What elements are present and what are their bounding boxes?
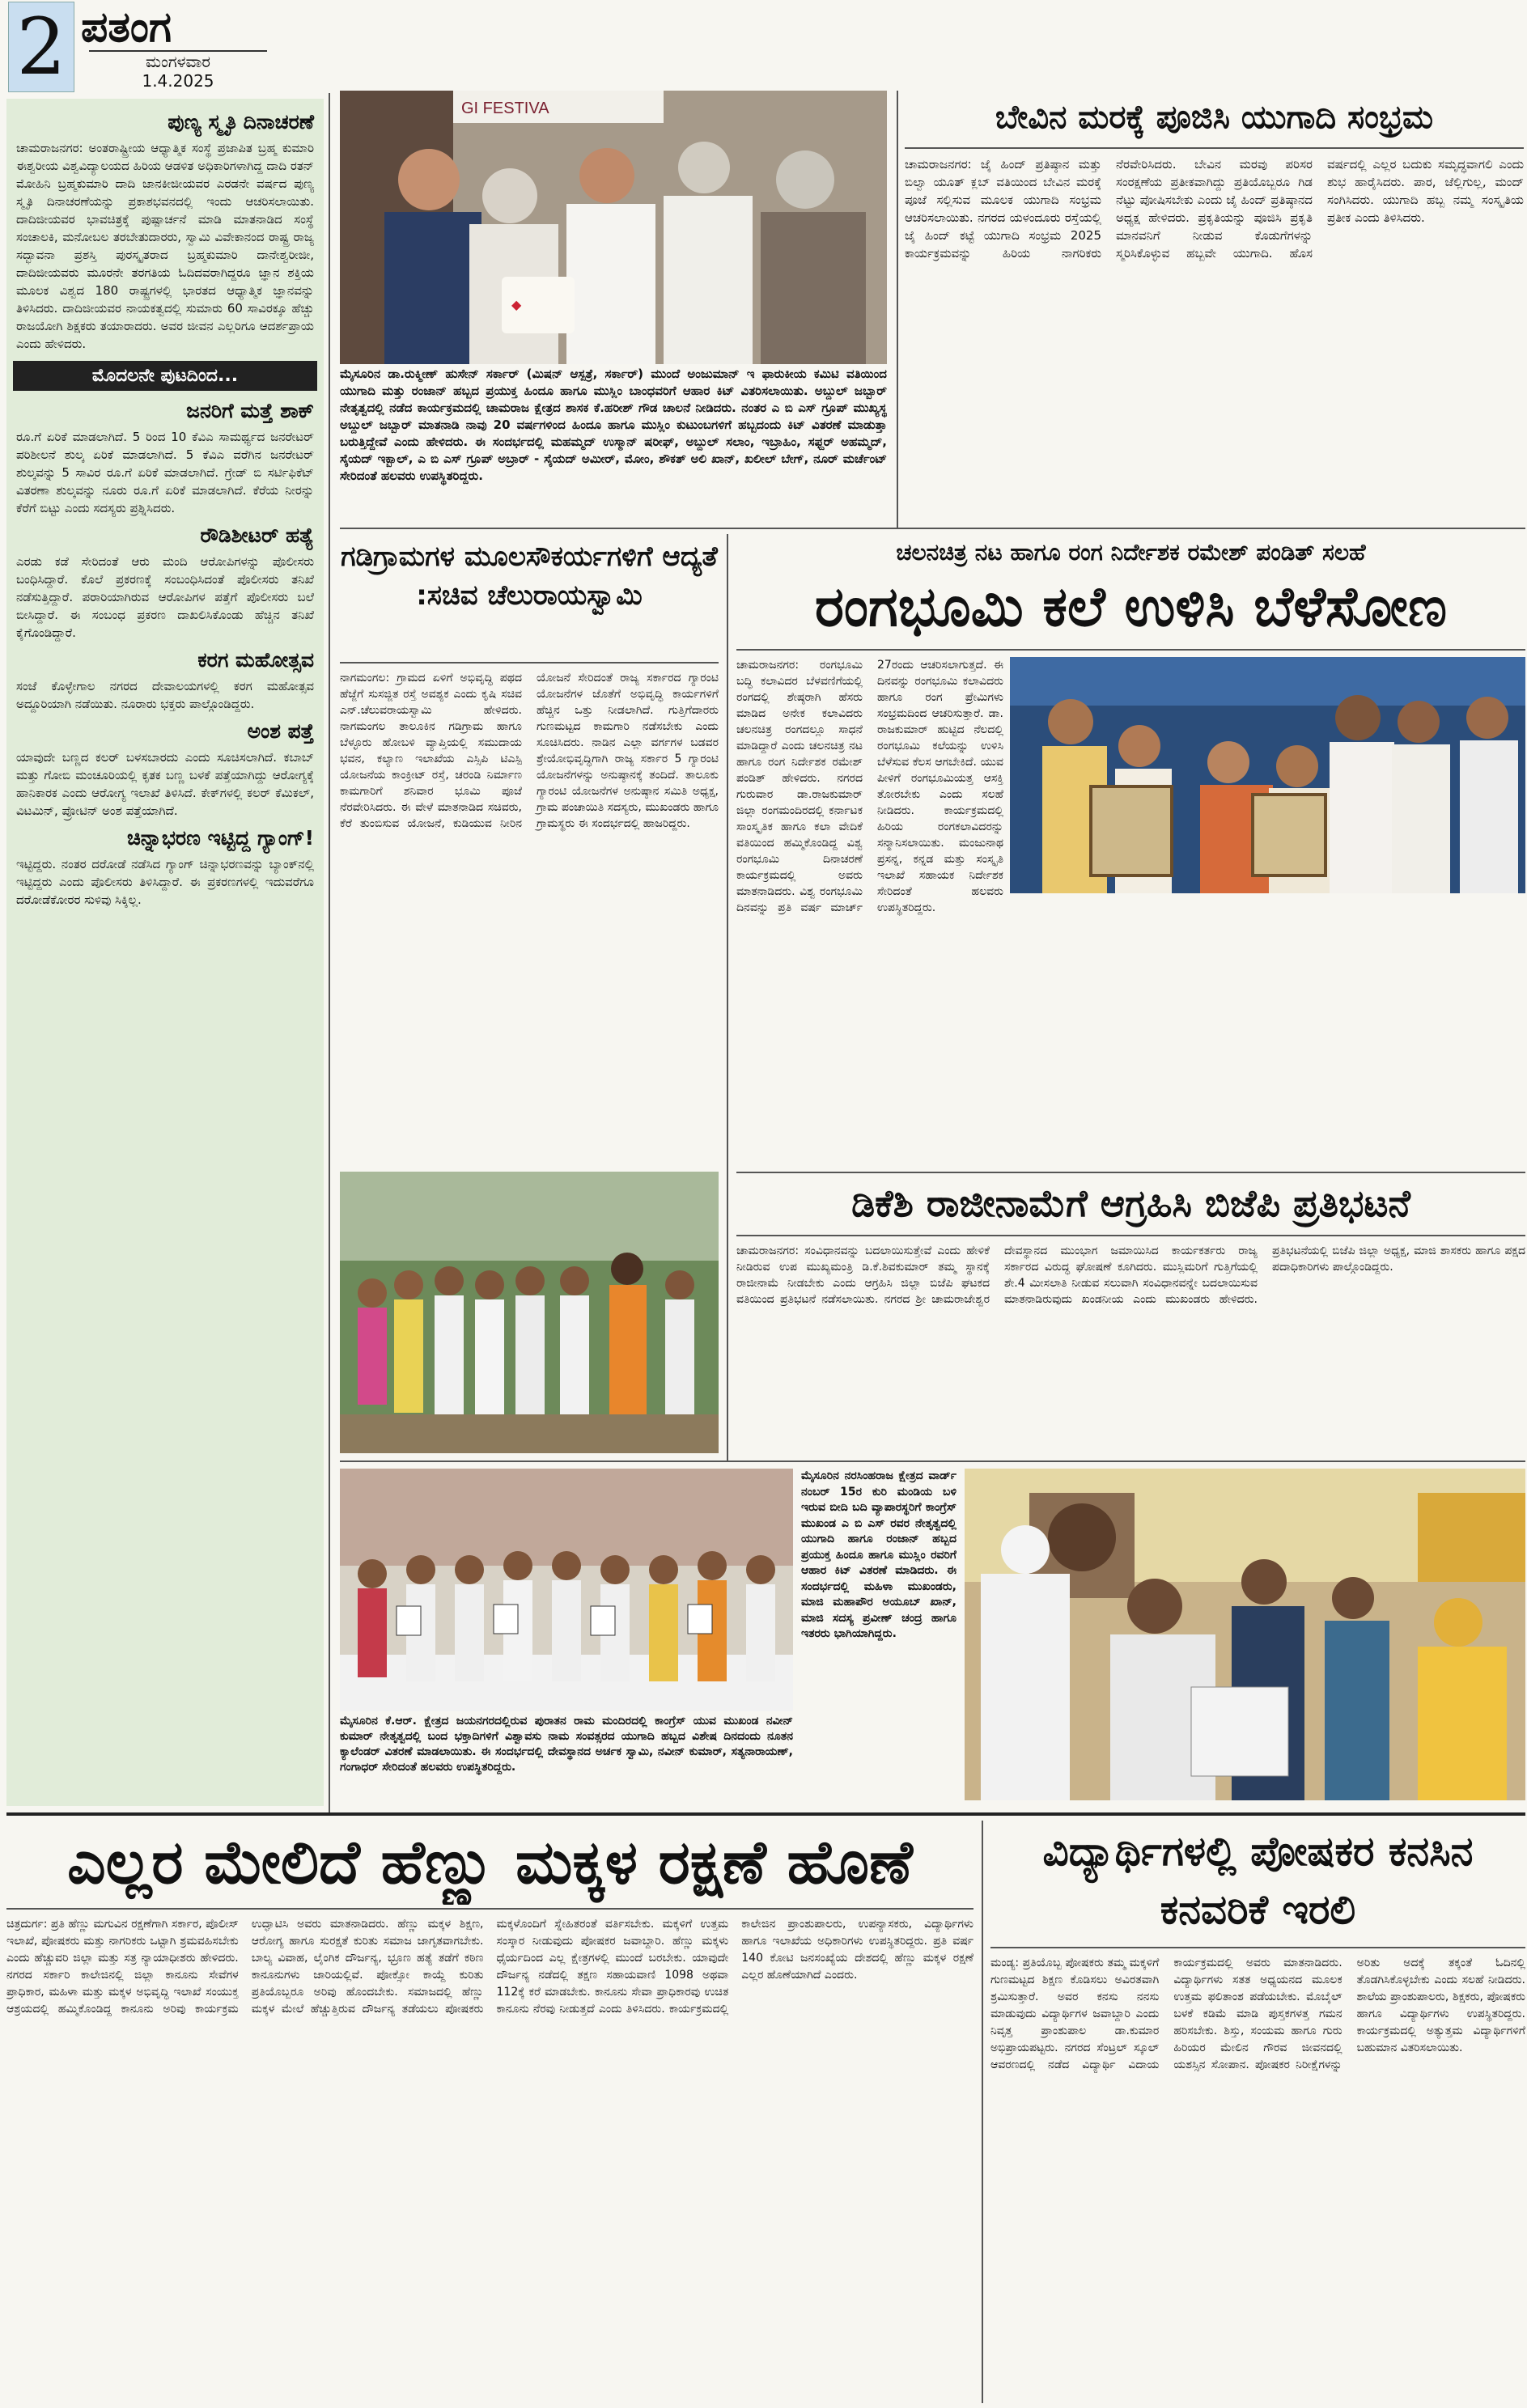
village-headline-box — [340, 537, 719, 659]
karaga-body: ಸಂಜೆ ಕೊಳ್ಳೇಗಾಲ ನಗರದ ದೇವಾಲಯಗಳಲ್ಲಿ ಕರಗ ಮಹೋತ್ಸವ ಅದ್ದೂರಿಯಾಗಿ ನಡೆಯಿತು. ನೂರಾರು ಭಕ್ತರು ಪಾಲ್ಗೊಂಡಿದ್ದರು. — [16, 679, 314, 711]
ugadi-headline-box — [905, 91, 1524, 147]
food-kit-photo-art — [965, 1469, 1525, 1800]
protest-headline: ಡಿಕೆಶಿ ರಾಜೀನಾಮೆಗೆ ಆಗ್ರಹಿಸಿ ಬಿಜೆಪಿ ಪ್ರತಿಭಟನೆ — [851, 1181, 1410, 1225]
ugadi-headline: ಬೇವಿನ ಮರಕ್ಕೆ ಪೂಜಿಸಿ ಯುಗಾದಿ ಸಂಭ್ರಮ — [995, 99, 1434, 136]
shock-headline: ಜನರಿಗೆ ಮತ್ತೆ ಶಾಕ್ — [186, 399, 314, 422]
page-number: 2 — [8, 2, 74, 92]
bhoomi-pooja-photo — [340, 1172, 719, 1453]
rowdy-headline: ರೌಡಿಶೀಟರ್ ಹತ್ಯೆ — [200, 524, 314, 547]
svg-text:◆: ◆ — [511, 299, 522, 312]
calendar-distribution-photo-art — [340, 1469, 793, 1711]
students-body: ಮಂಡ್ಯ: ಪ್ರತಿಯೊಬ್ಬ ಪೋಷಕರು ತಮ್ಮ ಮಕ್ಕಳಿಗೆ ಗುಣಮಟ್ಟದ ಶಿಕ್ಷಣ ಕೊಡಿಸಲು ಅವಿರತವಾಗಿ ಶ್ರಮಿಸುತ್ತಾರೆ. ಅವರ ಕನಸು ನನಸು ಮಾಡುವುದು ವಿದ್ಯಾರ್ಥಿಗಳ ಜವಾಬ್ದಾರಿ ಎಂದು ನಿವೃತ್ತ ಪ್ರಾಂಶುಪಾಲ ಡಾ.ಕುಮಾರ ಅಭಿಪ್ರಾಯಪಟ್ಟರು. ನಗರದ ಸೆಂಟ್ರಲ್ ಸ್ಕೂಲ್ ಆವರಣದಲ್ಲಿ ನಡೆದ ವಿದ್ಯಾರ್ಥಿ ವಿದಾಯ ಕಾರ್ಯಕ್ರಮದಲ್ಲಿ ಅವರು ಮಾತನಾಡಿದರು. ವಿದ್ಯಾರ್ಥಿಗಳು ಸತತ ಅಧ್ಯಯನದ ಮೂಲಕ ಉತ್ತಮ ಫಲಿತಾಂಶ ಪಡೆಯಬೇಕು. ಮೊಬೈಲ್ ಬಳಕೆ ಕಡಿಮೆ ಮಾಡಿ ಪುಸ್ತಕಗಳತ್ತ ಗಮನ ಹರಿಸಬೇಕು. ಶಿಸ್ತು, ಸಂಯಮ ಹಾಗೂ ಗುರು ಹಿರಿಯರ ಮೇಲಿನ ಗೌರವ ಜೀವನದಲ್ಲಿ ಯಶಸ್ಸಿನ ಸೋಪಾನ. ಪೋಷಕರ ನಿರೀಕ್ಷೆಗಳನ್ನು ಅರಿತು ಅದಕ್ಕೆ ತಕ್ಕಂತೆ ಓದಿನಲ್ಲಿ ತೊಡಗಿಸಿಕೊಳ್ಳಬೇಕು ಎಂದು ಸಲಹೆ ನೀಡಿದರು. ಶಾಲೆಯ ಪ್ರಾಂಶುಪಾಲರು, ಶಿಕ್ಷಕರು, ಪೋಷಕರು ಹಾಗೂ ವಿದ್ಯಾರ್ಥಿಗಳು ಉಪಸ್ಥಿತರಿದ್ದರು. ಕಾರ್ಯಕ್ರಮದಲ್ಲಿ ಅತ್ಯುತ್ತಮ ವಿದ್ಯಾರ್ಥಿಗಳಿಗೆ ಬಹುಮಾನ ವಿತರಿಸಲಾಯಿತು. — [990, 1956, 1525, 2071]
students-headline: ವಿದ್ಯಾರ್ಥಿಗಳಲ್ಲಿ ಪೋಷಕರ ಕನಸಿನ ಕನವರಿಕೆ ಇರಲಿ — [1042, 1828, 1474, 1933]
girls-safety-headline: ಎಲ್ಲರ ಮೇಲಿದೆ ಹೆಣ್ಣು ಮಕ್ಕಳ ರಕ್ಷಣೆ ಹೊಣೆ — [67, 1828, 913, 1897]
food-kit-photo — [965, 1469, 1525, 1800]
calendar-distribution-photo — [340, 1469, 793, 1711]
punya-smriti-headline: ಪುಣ್ಯ ಸ್ಮೃತಿ ದಿನಾಚರಣೆ — [168, 110, 314, 134]
masthead — [0, 0, 340, 95]
protest-headline-box — [736, 1175, 1525, 1233]
photo-banner-text: GI FESTIVA — [461, 100, 549, 117]
newspaper-name: ಪತಂಗ — [81, 3, 172, 52]
issue-day: ಮಂಗಳವಾರ — [89, 50, 267, 73]
ugadi-kit-photo-caption: ಮೈಸೂರಿನ ಡಾ.ರುಕ್ಮೀಣ್ ಹುಸೇನ್ ಸರ್ಕಾರ್ (ಮಿಷನ್ ಆಸ್ಪತ್ರೆ, ಸರ್ಕಾರ್) ಮುಂದೆ ಅಂಜುಮಾನ್ ಇ ಫಾರುಕೀಯ ಕಮಿಟಿ ವತಿಯಿಂದ ಯುಗಾದಿ ಮತ್ತು ರಂಜಾನ್ ಹಬ್ಬದ ಪ್ರಯುಕ್ತ ಹಿಂದೂ ಹಾಗೂ ಮುಸ್ಲಿಂ ಬಾಂಧವರಿಗೆ ಆಹಾರ ಕಿಟ್ ವಿತರಿಸಲಾಯಿತು. ಅಬ್ದುಲ್ ಜಬ್ಬಾರ್ ನೇತೃತ್ವದಲ್ಲಿ ನಡೆದ ಕಾರ್ಯಕ್ರಮದಲ್ಲಿ ಚಾಮರಾಜ ಕ್ಷೇತ್ರದ ಶಾಸಕ ಕೆ.ಹರೀಶ್ ಗೌಡ ಚಾಲನೆ ನೀಡಿದರು. ನಂತರ ಎ ಬಿ ಎಸ್ ಗ್ರೂಪ್ ಮುಖ್ಯಸ್ಥ ಅಬ್ದುಲ್ ಜಬ್ಬಾರ್ ಮಾತನಾಡಿ ನಾವು 20 ವರ್ಷಗಳಿಂದ ಹಿಂದೂ ಹಾಗೂ ಮುಸ್ಲಿಂ ಕುಟುಂಬಗಳಿಗೆ ಹಬ್ಬದಂದು ಕಿಟ್ ವಿತರಣೆ ಮಾಡುತ್ತಾ ಬರುತ್ತಿದ್ದೇವೆ ಎಂದು ಹೇಳಿದರು. ಈ ಸಂದರ್ಭದಲ್ಲಿ ಮಹಮ್ಮದ್ ಉಸ್ಮಾನ್ ಷರೀಫ್, ಅಬ್ದುಲ್ ಸಲಾಂ, ಇಬ್ರಾಹಿಂ, ಸಫ್ದರ್ ಅಹಮ್ಮದ್, ಸೈಯದ್ ಇಕ್ಬಾಲ್, ಎ ಬಿ ಎಸ್ ಗ್ರೂಪ್ ಅಬ್ರಾರ್ - ಸೈಯದ್ ಅಮೀರ್, ಮೋಂ, ಶೌಕತ್ ಅಲಿ ಖಾನ್, ಖಲೀಲ್ ಬೇಗ್, ನೂರ್ ಮರ್ಚೆಂಟ್ ಸೇರಿದಂತೆ ಹಲವರು ಉಪಸ್ಥಿತರಿದ್ದರು. — [340, 367, 887, 483]
protest-body: ಚಾಮರಾಜನಗರ: ಸಂವಿಧಾನವನ್ನು ಬದಲಾಯಿಸುತ್ತೇವೆ ಎಂದು ಹೇಳಿಕೆ ನೀಡಿರುವ ಉಪ ಮುಖ್ಯಮಂತ್ರಿ ಡಿ.ಕೆ.ಶಿವಕುಮಾರ್ ತಮ್ಮ ಸ್ಥಾನಕ್ಕೆ ರಾಜೀನಾಮೆ ನೀಡಬೇಕು ಎಂದು ಆಗ್ರಹಿಸಿ ಜಿಲ್ಲಾ ಬಿಜೆಪಿ ಘಟಕದ ವತಿಯಿಂದ ಪ್ರತಿಭಟನೆ ನಡೆಸಲಾಯಿತು. ನಗರದ ಶ್ರೀ ಚಾಮರಾಜೇಶ್ವರ ದೇವಸ್ಥಾನದ ಮುಂಭಾಗ ಜಮಾಯಿಸಿದ ಕಾರ್ಯಕರ್ತರು ರಾಜ್ಯ ಸರ್ಕಾರದ ವಿರುದ್ಧ ಘೋಷಣೆ ಕೂಗಿದರು. ಮುಸ್ಲಿಮರಿಗೆ ಗುತ್ತಿಗೆಯಲ್ಲಿ ಶೇ.4 ಮೀಸಲಾತಿ ನೀಡುವ ಸಲುವಾಗಿ ಸಂವಿಧಾನವನ್ನೇ ಬದಲಾಯಿಸುವ ಮಾತನಾಡಿರುವುದು ಖಂಡನೀಯ ಎಂದು ಮುಖಂಡರು ಹೇಳಿದರು. ಪ್ರತಿಭಟನೆಯಲ್ಲಿ ಬಿಜೆಪಿ ಜಿಲ್ಲಾ ಅಧ್ಯಕ್ಷ, ಮಾಜಿ ಶಾಸಕರು ಹಾಗೂ ಪಕ್ಷದ ಪದಾಧಿಕಾರಿಗಳು ಪಾಲ್ಗೊಂಡಿದ್ದರು. — [736, 1244, 1525, 1306]
rangabhoomi-body: ಚಾಮರಾಜನಗರ: ರಂಗಭೂಮಿ ಬದ್ಧಿ ಕಲಾವಿದರ ಬೆಳವಣಿಗೆಯಲ್ಲಿ ರಂಗದಲ್ಲಿ ಶೇಷ್ಠರಾಗಿ ಹೆಸರು ಮಾಡಿದ ಅನೇಕ ಕಲಾವಿದರು ಚಲನಚಿತ್ರ ರಂಗದಲ್ಲೂ ಸಾಧನೆ ಮಾಡಿದ್ದಾರೆ ಎಂದು ಚಲನಚಿತ್ರ ನಟ ಹಾಗೂ ರಂಗ ನಿರ್ದೇಶಕ ರಮೇಶ್ ಪಂಡಿತ್ ಹೇಳಿದರು. ನಗರದ ಗುರುವಾರ ಡಾ.ರಾಜಕುಮಾರ್ ಜಿಲ್ಲಾ ರಂಗಮಂದಿರದಲ್ಲಿ ಕರ್ನಾಟಕ ಸಾಂಸ್ಕೃತಿಕ ಹಾಗೂ ಕಲಾ ವೇದಿಕೆ ವತಿಯಿಂದ ಹಮ್ಮಿಕೊಂಡಿದ್ದ ವಿಶ್ವ ರಂಗಭೂಮಿ ದಿನಾಚರಣೆ ಕಾರ್ಯಕ್ರಮದಲ್ಲಿ ಅವರು ಮಾತನಾಡಿದರು. ವಿಶ್ವ ರಂಗಭೂಮಿ ದಿನವನ್ನು ಪ್ರತಿ ವರ್ಷ ಮಾರ್ಚ್ 27ರಂದು ಆಚರಿಸಲಾಗುತ್ತದೆ. ಈ ದಿನವನ್ನು ರಂಗಭೂಮಿ ಕಲಾವಿದರು ಹಾಗೂ ರಂಗ ಪ್ರೇಮಿಗಳು ಸಂಭ್ರಮದಿಂದ ಆಚರಿಸುತ್ತಾರೆ. ಡಾ. ರಾಜಕುಮಾರ್ ಹುಟ್ಟಿದ ನೆಲದಲ್ಲಿ ರಂಗಭೂಮಿ ಕಲೆಯನ್ನು ಉಳಿಸಿ ಬೆಳೆಸುವ ಕೆಲಸ ಆಗಬೇಕಿದೆ. ಯುವ ಪೀಳಿಗೆ ರಂಗಭೂಮಿಯತ್ತ ಆಸಕ್ತಿ ತೋರಬೇಕು ಎಂದು ಸಲಹೆ ನೀಡಿದರು. ಕಾರ್ಯಕ್ರಮದಲ್ಲಿ ಹಿರಿಯ ರಂಗಕಲಾವಿದರನ್ನು ಸನ್ಮಾನಿಸಲಾಯಿತು. ಮಂಜುನಾಥ ಪ್ರಸನ್ನ, ಕನ್ನಡ ಮತ್ತು ಸಂಸ್ಕೃತಿ ಇಲಾಖೆ ಸಹಾಯಕ ನಿರ್ದೇಶಕ ಸೇರಿದಂತೆ ಹಲವರು ಉಪಸ್ಥಿತರಿದ್ದರು. — [736, 659, 1003, 914]
ugadi-kit-photo-art — [340, 91, 887, 364]
food-kit-side-caption: ಮೈಸೂರಿನ ನರಸಿಂಹರಾಜ ಕ್ಷೇತ್ರದ ವಾರ್ಡ್ ನಂಬರ್ 15ರ ಕುರಿ ಮಂಡಿಯ ಬಳಿ ಇರುವ ಬೀದಿ ಬದಿ ವ್ಯಾಪಾರಸ್ಥರಿಗೆ ಕಾಂಗ್ರೆಸ್ ಮುಖಂಡ ಎ ಬಿ ಎಸ್ ರವರ ನೇತೃತ್ವದಲ್ಲಿ ಯುಗಾದಿ ಹಾಗೂ ರಂಜಾನ್ ಹಬ್ಬದ ಪ್ರಯುಕ್ತ ಹಿಂದೂ ಹಾಗೂ ಮುಸ್ಲಿಂ ರವರಿಗೆ ಆಹಾರ ಕಿಟ್ ವಿತರಣೆ ಮಾಡಿದರು. ಈ ಸಂದರ್ಭದಲ್ಲಿ ಮಹಿಳಾ ಮುಖಂಡರು, ಮಾಜಿ ಮಹಾಪೌರ ಅಯೂಬ್ ಖಾನ್, ಮಾಜಿ ಸದಸ್ಯ ಪ್ರವೀಣ್ ಚಂದ್ರ ಹಾಗೂ ಇತರರು ಭಾಗಿಯಾಗಿದ್ದರು. — [801, 1469, 956, 1640]
karaga-headline: ಕರಗ ಮಹೋತ್ಸವ — [197, 648, 314, 672]
bhoomi-pooja-photo-art — [340, 1172, 719, 1453]
rangabhoomi-photo — [1010, 657, 1525, 893]
ugadi-kit-photo — [340, 91, 887, 364]
shock-body: ರೂ.ಗೆ ಏರಿಕೆ ಮಾಡಲಾಗಿದೆ. 5 ರಿಂದ 10 ಕೆವಿಎ ಸಾಮರ್ಥ್ಯದ ಜನರೇಟರ್ ಪರಿಶೀಲನೆ ಶುಲ್ಕ ಏರಿಕೆ ಮಾಡಲಾಗಿದೆ. 5 ಕೆವಿಎ ವರೆಗಿನ ಜನರೇಟರ್ ಶುಲ್ಕವನ್ನು 5 ಸಾವಿರ ರೂ.ಗೆ ಏರಿಕೆ ಮಾಡಲಾಗಿದೆ. ಗ್ರೇಡ್ ಬಿ ಸರ್ಟಿಫಿಕೆಟ್ ವಿತರಣಾ ಶುಲ್ಕವನ್ನು ನೂರು ರೂ.ಗೆ ಏರಿಕೆ ಮಾಡಲಾಗಿದೆ. ಕೆರೆಯ ನೀರನ್ನು ಕೆರೆಗೆ ಬಿಟ್ಟು ಎಂದು ಸದಸ್ಯರು ಪ್ರಶ್ನಿಸಿದರು. — [16, 430, 314, 515]
punya-smriti-body: ಚಾಮರಾಜನಗರ: ಅಂತರಾಷ್ಟ್ರೀಯ ಆಧ್ಯಾತ್ಮಿಕ ಸಂಸ್ಥೆ ಪ್ರಜಾಪಿತ ಬ್ರಹ್ಮ ಕುಮಾರಿ ಈಶ್ವರೀಯ ವಿಶ್ವವಿದ್ಯಾಲಯದ ಹಿರಿಯ ಆಡಳಿತ ಅಧಿಕಾರಿಗಳಾಗಿದ್ದ ದಾದಿ ರತನ್ ಮೋಹಿನಿ ಬ್ರಹ್ಮಕುಮಾರಿ ದಾದಿ ಜಾನಕೀಜೀಯವರ ಎರಡನೇ ವರ್ಷದ ಪುಣ್ಯ ಸ್ಮೃತಿ ದಿನಾಚರಣೆಯನ್ನು ಪ್ರಕಾಶಭವನದಲ್ಲಿ ಇಂದು ಆಚರಿಸಲಾಯಿತು. ದಾದಿಜೀಯವರ ಭಾವಚಿತ್ರಕ್ಕೆ ಪುಷ್ಪಾರ್ಚನೆ ಮಾಡಿ ಮಾತನಾಡಿದ ಸಂಸ್ಥೆ ಸಂಚಾಲಕಿ, ಮನೋಬಲ ತರಬೇತುದಾರರು, ಸ್ವಾಮಿ ವಿವೇಕಾನಂದ ರಾಷ್ಟ್ರ ರಾಜ್ಯ ಸದ್ಭಾವನಾ ಪ್ರಶಸ್ತಿ ಪುರಸ್ಕೃತರಾದ ಬ್ರಹ್ಮಕುಮಾರಿ ದಾನೇಶ್ವರೀಜೀ, ದಾದಿಜೀಯವರು ಮೂರನೇ ತರಗತಿಯ ಓದಿದವರಾಗಿದ್ದರೂ ಜ್ಞಾನ ಶಕ್ತಿಯ ಮೂಲಕ ವಿಶ್ವದ 180 ರಾಷ್ಟ್ರಗಳಲ್ಲಿ ಭಾರತದ ಆಧ್ಯಾತ್ಮಿಕ ಜ್ಞಾನವನ್ನು ತಿಳಿಸಿದರು. ದಾದಿಜೀಯವರ ನಾಯಕತ್ವದಲ್ಲಿ ಸುಮಾರು 60 ಸಾವಿರಕ್ಕೂ ಹೆಚ್ಚು ರಾಜಯೋಗಿ ಶಿಕ್ಷಕರು ತಯಾರಾದರು. ಅವರ ಜೀವನ ಎಲ್ಲರಿಗೂ ಆದರ್ಶಪ್ರಾಯ ಎಂದು ಹೇಳಿದರು. — [16, 141, 314, 351]
ugadi-body: ಚಾಮರಾಜನಗರ: ಜೈ ಹಿಂದ್ ಪ್ರತಿಷ್ಠಾನ ಮತ್ತು ಬಿಲ್ವಾ ಯೂತ್ ಕ್ಲಬ್ ವತಿಯಿಂದ ಬೇವಿನ ಮರಕ್ಕೆ ಪೂಜೆ ಸಲ್ಲಿಸುವ ಮೂಲಕ ಯುಗಾದಿ ಸಂಭ್ರಮ ಆಚರಿಸಲಾಯಿತು. ನಗರದ ಯಳಂದೂರು ರಸ್ತೆಯಲ್ಲಿ ಜೈ ಹಿಂದ್ ಕಟ್ಟೆ ಯುಗಾದಿ ಸಂಭ್ರಮ 2025 ಕಾರ್ಯಕ್ರಮವನ್ನು ಹಿರಿಯ ನಾಗರಿಕರು ನೆರವೇರಿಸಿದರು. ಬೇವಿನ ಮರವು ಪರಿಸರ ಸಂರಕ್ಷಣೆಯ ಪ್ರತೀಕವಾಗಿದ್ದು ಪ್ರತಿಯೊಬ್ಬರೂ ಗಿಡ ನೆಟ್ಟು ಪೋಷಿಸಬೇಕು ಎಂದು ಜೈ ಹಿಂದ್ ಪ್ರತಿಷ್ಠಾನದ ಅಧ್ಯಕ್ಷ ಹೇಳಿದರು. ಪ್ರಕೃತಿಯನ್ನು ಪೂಜಿಸಿ ಪ್ರಕೃತಿ ಮಾನವನಿಗೆ ನೀಡುವ ಕೊಡುಗೆಗಳನ್ನು ಸ್ಮರಿಸಿಕೊಳ್ಳುವ ಹಬ್ಬವೇ ಯುಗಾದಿ. ಹೊಸ ವರ್ಷದಲ್ಲಿ ಎಲ್ಲರ ಬದುಕು ಸಮೃದ್ಧವಾಗಲಿ ಎಂದು ಶುಭ ಹಾರೈಸಿದರು. ಪಾರ, ಜೆಲ್ಲಿಗುಲ್ಲ, ಮಂದ್ ಸಂಗಿಸಿದರು. ಯುಗಾದಿ ಹಬ್ಬ ನಮ್ಮ ಸಂಸ್ಕೃತಿಯ ಪ್ರತೀಕ ಎಂದು ತಿಳಿಸಿದರು. — [905, 157, 1524, 261]
calendar-distribution-caption: ಮೈಸೂರಿನ ಕೆ.ಆರ್. ಕ್ಷೇತ್ರದ ಜಯನಗರದಲ್ಲಿರುವ ಪುರಾತನ ರಾಮ ಮಂದಿರದಲ್ಲಿ ಕಾಂಗ್ರೆಸ್ ಯುವ ಮುಖಂಡ ನವೀನ್ ಕುಮಾರ್ ನೇತೃತ್ವದಲ್ಲಿ ಬಂದ ಭಕ್ತಾದಿಗಳಿಗೆ ವಿಶ್ವಾವಸು ನಾಮ ಸಂವತ್ಸರದ ಯುಗಾದಿ ಹಬ್ಬದ ವಿಶೇಷ ದಿನದಂದು ನೂತನ ಕ್ಯಾಲೆಂಡರ್ ವಿತರಣೆ ಮಾಡಲಾಯಿತು. ಈ ಸಂದರ್ಭದಲ್ಲಿ ದೇವಸ್ಥಾನದ ಅರ್ಚಕ ಸ್ವಾಮಿ, ನವೀನ್ ಕುಮಾರ್, ಸತ್ಯನಾರಾಯಣ್, ಗಂಗಾಧರ್ ಸೇರಿದಂತೆ ಹಲವರು ಉಪಸ್ಥಿತರಿದ್ದರು. — [340, 1715, 793, 1774]
village-body: ನಾಗಮಂಗಲ: ಗ್ರಾಮದ ಏಳಿಗೆ ಅಭಿವೃದ್ಧಿ ಪಥದ ಹೆಜ್ಜೆಗೆ ಸುಸಜ್ಜಿತ ರಸ್ತೆ ಅವಶ್ಯಕ ಎಂದು ಕೃಷಿ ಸಚಿವ ಎನ್.ಚೆಲುವರಾಯಸ್ವಾಮಿ ಹೇಳಿದರು. ನಾಗಮಂಗಲ ತಾಲೂಕಿನ ಗಡಿಗ್ರಾಮ ಹಾಗೂ ಬೆಳ್ಳೂರು ಹೋಬಳಿ ವ್ಯಾಪ್ತಿಯಲ್ಲಿ ಸಮುದಾಯ ಭವನ, ಕಲ್ಯಾಣ ಇಲಾಖೆಯ ಎಸ್ಸಿಪಿ ಟಿಎಸ್ಪಿ ಯೋಜನೆಯ ಕಾಂಕ್ರೀಟ್ ರಸ್ತೆ, ಚರಂಡಿ ನಿರ್ಮಾಣ ಕಾಮಗಾರಿಗೆ ಶನಿವಾರ ಭೂಮಿ ಪೂಜೆ ನೆರವೇರಿಸಿದರು. ಈ ವೇಳೆ ಮಾತನಾಡಿದ ಸಚಿವರು, ಕೆರೆ ತುಂಬಿಸುವ ಯೋಜನೆ, ಕುಡಿಯುವ ನೀರಿನ ಯೋಜನೆ ಸೇರಿದಂತೆ ರಾಜ್ಯ ಸರ್ಕಾರದ ಗ್ಯಾರಂಟಿ ಯೋಜನೆಗಳ ಜೊತೆಗೆ ಅಭಿವೃದ್ಧಿ ಕಾರ್ಯಗಳಿಗೆ ಹೆಚ್ಚಿನ ಒತ್ತು ನೀಡಲಾಗಿದೆ. ಗುತ್ತಿಗೆದಾರರು ಗುಣಮಟ್ಟದ ಕಾಮಗಾರಿ ನಡೆಸಬೇಕು ಎಂದು ಸೂಚಿಸಿದರು. ನಾಡಿನ ಎಲ್ಲಾ ವರ್ಗಗಳ ಬಡವರ ಶ್ರೇಯೋಭಿವೃದ್ಧಿಗಾಗಿ ರಾಜ್ಯ ಸರ್ಕಾರ 5 ಗ್ಯಾರಂಟಿ ಯೋಜನೆಗಳನ್ನು ಅನುಷ್ಠಾನಕ್ಕೆ ತಂದಿದೆ. ತಾಲೂಕು ಗ್ಯಾರಂಟಿ ಯೋಜನೆಗಳ ಅನುಷ್ಠಾನ ಸಮಿತಿ ಅಧ್ಯಕ್ಷ, ಗ್ರಾಮ ಪಂಚಾಯಿತಿ ಸದಸ್ಯರು, ಮುಖಂಡರು ಹಾಗೂ ಗ್ರಾಮಸ್ಥರು ಈ ಸಂದರ್ಭದಲ್ಲಿ ಹಾಜರಿದ್ದರು. — [340, 672, 719, 830]
rangabhoomi-photo-art — [1010, 657, 1525, 893]
left-news-column — [6, 99, 324, 1806]
girls-safety-body: ಚಿತ್ರದುರ್ಗ: ಪ್ರತಿ ಹೆಣ್ಣು ಮಗುವಿನ ರಕ್ಷಣೆಗಾಗಿ ಸರ್ಕಾರ, ಪೊಲೀಸ್ ಇಲಾಖೆ, ಪೋಷಕರು ಮತ್ತು ನಾಗರಿಕರು ಒಟ್ಟಾಗಿ ಶ್ರಮವಹಿಸಬೇಕು ಎಂದು ಹೆಚ್ಚುವರಿ ಜಿಲ್ಲಾ ಮತ್ತು ಸತ್ರ ನ್ಯಾಯಾಧೀಶರು ಹೇಳಿದರು. ನಗರದ ಸರ್ಕಾರಿ ಕಾಲೇಜಿನಲ್ಲಿ ಜಿಲ್ಲಾ ಕಾನೂನು ಸೇವೆಗಳ ಪ್ರಾಧಿಕಾರ, ಮಹಿಳಾ ಮತ್ತು ಮಕ್ಕಳ ಅಭಿವೃದ್ಧಿ ಇಲಾಖೆ ಸಂಯುಕ್ತ ಆಶ್ರಯದಲ್ಲಿ ಹಮ್ಮಿಕೊಂಡಿದ್ದ ಕಾನೂನು ಅರಿವು ಕಾರ್ಯಕ್ರಮ ಉದ್ಘಾಟಿಸಿ ಅವರು ಮಾತನಾಡಿದರು. ಹೆಣ್ಣು ಮಕ್ಕಳ ಶಿಕ್ಷಣ, ಆರೋಗ್ಯ ಹಾಗೂ ಸುರಕ್ಷತೆ ಕುರಿತು ಸಮಾಜ ಜಾಗೃತವಾಗಬೇಕು. ಬಾಲ್ಯ ವಿವಾಹ, ಲೈಂಗಿಕ ದೌರ್ಜನ್ಯ, ಭ್ರೂಣ ಹತ್ಯೆ ತಡೆಗೆ ಕಠಿಣ ಕಾನೂನುಗಳು ಜಾರಿಯಲ್ಲಿವೆ. ಪೋಕ್ಸೋ ಕಾಯ್ದೆ ಕುರಿತು ಪ್ರತಿಯೊಬ್ಬರೂ ಅರಿವು ಹೊಂದಬೇಕು. ಸಮಾಜದಲ್ಲಿ ಹೆಣ್ಣು ಮಕ್ಕಳ ಮೇಲೆ ಹೆಚ್ಚುತ್ತಿರುವ ದೌರ್ಜನ್ಯ ತಡೆಯಲು ಪೋಷಕರು ಮಕ್ಕಳೊಂದಿಗೆ ಸ್ನೇಹಿತರಂತೆ ವರ್ತಿಸಬೇಕು. ಮಕ್ಕಳಿಗೆ ಉತ್ತಮ ಸಂಸ್ಕಾರ ನೀಡುವುದು ಪೋಷಕರ ಜವಾಬ್ದಾರಿ. ಹೆಣ್ಣು ಮಕ್ಕಳು ಧೈರ್ಯದಿಂದ ಎಲ್ಲ ಕ್ಷೇತ್ರಗಳಲ್ಲಿ ಮುಂದೆ ಬರಬೇಕು. ಯಾವುದೇ ದೌರ್ಜನ್ಯ ನಡೆದಲ್ಲಿ ತಕ್ಷಣ ಸಹಾಯವಾಣಿ 1098 ಅಥವಾ 112ಕ್ಕೆ ಕರೆ ಮಾಡಬೇಕು. ಕಾನೂನು ಸೇವಾ ಪ್ರಾಧಿಕಾರವು ಉಚಿತ ಕಾನೂನು ನೆರವು ನೀಡುತ್ತದೆ ಎಂದು ತಿಳಿಸಿದರು. ಕಾರ್ಯಕ್ರಮದಲ್ಲಿ ಕಾಲೇಜಿನ ಪ್ರಾಂಶುಪಾಲರು, ಉಪನ್ಯಾಸಕರು, ವಿದ್ಯಾರ್ಥಿಗಳು ಹಾಗೂ ಇಲಾಖೆಯ ಅಧಿಕಾರಿಗಳು ಉಪಸ್ಥಿತರಿದ್ದರು. ಪ್ರತಿ ವರ್ಷ 140 ಕೋಟಿ ಜನಸಂಖ್ಯೆಯ ದೇಶದಲ್ಲಿ ಹೆಣ್ಣು ಮಕ್ಕಳ ರಕ್ಷಣೆ ಎಲ್ಲರ ಹೊಣೆಯಾಗಿದೆ ಎಂದರು. — [6, 1918, 973, 2016]
amsha-body: ಯಾವುದೇ ಬಣ್ಣದ ಕಲರ್ ಬಳಸಬಾರದು ಎಂದು ಸೂಚಿಸಲಾಗಿದೆ. ಕಬಾಬ್ ಮತ್ತು ಗೋಬಿ ಮಂಚೂರಿಯಲ್ಲಿ ಕೃತಕ ಬಣ್ಣ ಬಳಕೆ ಪತ್ತೆಯಾಗಿದ್ದು ಆರೋಗ್ಯಕ್ಕೆ ಹಾನಿಕಾರಕ ಎಂದು ಆರೋಗ್ಯ ಇಲಾಖೆ ತಿಳಿಸಿದೆ. ಕೇಕ್‌ಗಳಲ್ಲಿ ಕಲರ್ ಕೆಮಿಕಲ್, ವಿಟಮಿನ್, ಪ್ರೋಟಿನ್ ಅಂಶ ಪತ್ತೆಯಾಗಿದೆ. — [16, 750, 314, 818]
gang-body: ಇಟ್ಟಿದ್ದರು. ನಂತರ ದರೋಡೆ ನಡೆಸಿದ ಗ್ಯಾಂಗ್ ಚಿನ್ನಾಭರಣವನ್ನು ಬ್ಯಾಂಕ್‌ನಲ್ಲಿ ಇಟ್ಟಿದ್ದರು ಎಂದು ಪೊಲೀಸರು ತಿಳಿಸಿದ್ದಾರೆ. ಈ ಪ್ರಕರಣಗಳಲ್ಲಿ ಇದುವರೆಗೂ ದರೋಡೆಕೋರರ ಸುಳಿವು ಸಿಕ್ಕಿಲ್ಲ. — [16, 857, 314, 907]
rangabhoomi-kicker-box — [736, 537, 1525, 570]
rangabhoomi-headline: ರಂಗಭೂಮಿ ಕಲೆ ಉಳಿಸಿ ಬೆಳೆಸೋಣ — [814, 575, 1448, 639]
rowdy-body: ಎರಡು ಕಡೆ ಸೇರಿದಂತೆ ಆರು ಮಂದಿ ಆರೋಪಿಗಳನ್ನು ಪೊಲೀಸರು ಬಂಧಿಸಿದ್ದಾರೆ. ಕೊಲೆ ಪ್ರಕರಣಕ್ಕೆ ಸಂಬಂಧಿಸಿದಂತೆ ಪೊಲೀಸರು ತನಿಖೆ ನಡೆಸುತ್ತಿದ್ದಾರೆ. ಪರಾರಿಯಾಗಿರುವ ಆರೋಪಿಗಳ ಪತ್ತೆಗೆ ಪೊಲೀಸರು ಬಲೆ ಬೀಸಿದ್ದಾರೆ. ಈ ಸಂಬಂಧ ಪ್ರಕರಣ ದಾಖಲಿಸಿಕೊಂಡು ಹೆಚ್ಚಿನ ತನಿಖೆ ಕೈಗೊಂಡಿದ್ದಾರೆ. — [16, 554, 314, 640]
rangabhoomi-kicker: ಚಲನಚಿತ್ರ ನಟ ಹಾಗೂ ರಂಗ ನಿರ್ದೇಶಕ ರಮೇಶ್ ಪಂಡಿತ್ ಸಲಹೆ — [896, 539, 1366, 566]
issue-date: 1.4.2025 — [142, 71, 214, 91]
amsha-headline: ಅಂಶ ಪತ್ತೆ — [247, 719, 314, 743]
continued-from-front-bar: ಮೊದಲನೇ ಪುಟದಿಂದ... — [13, 361, 317, 391]
girls-safety-headline-box — [6, 1822, 973, 1905]
gang-headline: ಚಿನ್ನಾಭರಣ ಇಟ್ಟಿದ್ದ ಗ್ಯಾಂಗ್! — [126, 826, 314, 850]
students-headline-box — [990, 1822, 1525, 1944]
village-headline: ಗಡಿಗ್ರಾಮಗಳ ಮೂಲಸೌಕರ್ಯಗಳಿಗೆ ಆದ್ಯತೆ :ಸಚಿವ ಚೆಲುರಾಯಸ್ವಾಮಿ — [341, 541, 718, 612]
rangabhoomi-headline-box — [736, 571, 1525, 646]
